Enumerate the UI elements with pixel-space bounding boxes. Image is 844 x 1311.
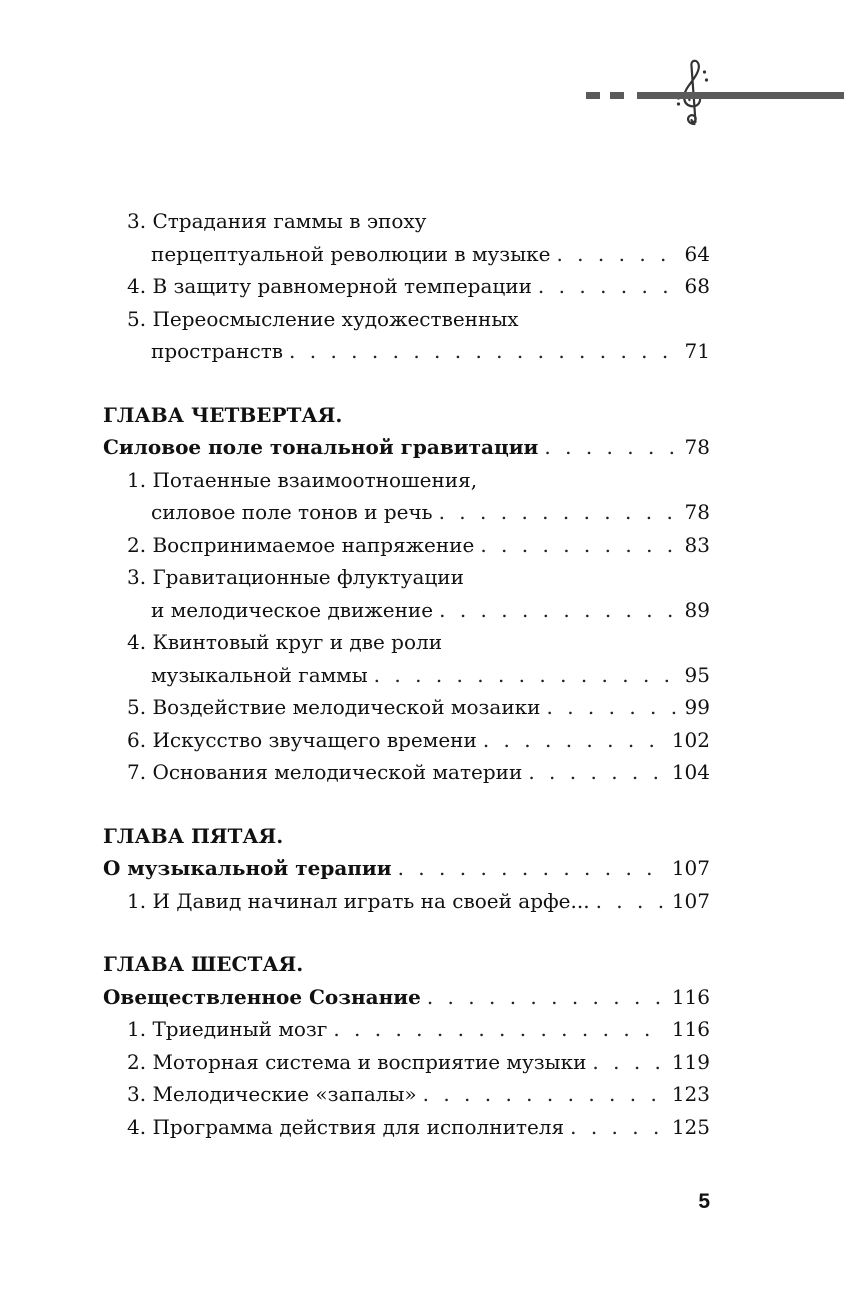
toc-entry-title: 5. Переосмысление художественных <box>127 306 519 331</box>
toc-entry-line <box>103 205 710 238</box>
chapter-title: Силовое поле тональной гравитации <box>103 435 539 459</box>
dot-leader <box>477 724 666 757</box>
toc-entry-line <box>103 561 710 594</box>
toc-page-number: 104 <box>671 760 710 784</box>
toc-entry-line <box>103 626 710 659</box>
toc-entry <box>103 1013 710 1046</box>
dot-leader <box>540 691 678 724</box>
toc-entry <box>103 659 710 692</box>
dot-leader <box>392 852 666 885</box>
toc-entry-title: 3. Мелодические «запалы» <box>127 1082 417 1106</box>
toc-entry-title: и мелодическое движение <box>151 597 434 622</box>
toc-page-number: 89 <box>684 597 710 622</box>
chapter-title-entry <box>103 981 710 1014</box>
toc-entry-title: 7. Основания мелодической материи <box>127 760 523 784</box>
chapter-label <box>103 948 710 981</box>
toc-entry <box>103 238 710 271</box>
chapter-label-text: ГЛАВА ПЯТАЯ. <box>103 823 284 848</box>
dot-leader <box>368 659 679 692</box>
dot-leader <box>590 885 666 918</box>
chapter-title: О музыкальной терапии <box>103 856 392 880</box>
toc-page-number: 83 <box>684 532 710 557</box>
toc-page-number: 102 <box>671 727 710 752</box>
toc-page-number: 116 <box>671 1017 710 1041</box>
dot-leader <box>550 238 678 271</box>
toc-entry-title: 2. Воспринимаемое напряжение <box>127 532 475 557</box>
toc-page-number: 78 <box>684 435 710 459</box>
toc-page-number: 99 <box>684 695 710 719</box>
toc-page-number: 119 <box>671 1049 710 1074</box>
dot-leader <box>586 1046 665 1079</box>
toc-page-number: 107 <box>671 888 710 913</box>
toc-entry <box>103 885 710 918</box>
toc-entry-title: 1. И Давид начинал играть на своей арфе... <box>127 888 590 913</box>
dot-leader <box>532 270 679 303</box>
header-dash <box>610 92 624 99</box>
toc-entry-title: 4. Программа действия для исполнителя <box>127 1114 565 1139</box>
toc-entry-title: 3. Гравитационные флуктуации <box>127 565 464 589</box>
toc-page-number: 116 <box>671 984 710 1009</box>
toc-entry <box>103 691 710 724</box>
toc-entry <box>103 335 710 368</box>
toc-page-number: 123 <box>671 1082 710 1106</box>
chapter-title-entry <box>103 431 710 464</box>
dot-leader <box>283 335 679 368</box>
toc-entry-title: музыкальной гаммы <box>151 662 368 687</box>
dot-leader <box>538 431 678 464</box>
toc-entry <box>103 724 710 757</box>
toc-entry-title: 4. В защиту равномерной темперации <box>127 274 532 298</box>
chapter-title: Овеществленное Сознание <box>103 984 421 1009</box>
toc-page-number: 125 <box>671 1114 710 1139</box>
page-number: 5 <box>698 1190 710 1213</box>
chapter-label-text: ГЛАВА ЧЕТВЕРТАЯ. <box>103 402 343 427</box>
toc-entry-title: 4. Квинтовый круг и две роли <box>127 630 443 654</box>
table-of-contents <box>103 205 710 1143</box>
toc-entry-title: 2. Моторная система и восприятие музыки <box>127 1049 587 1074</box>
toc-entry <box>103 270 710 303</box>
header-rule <box>637 92 844 99</box>
chapter-label <box>103 399 710 432</box>
toc-page-number: 68 <box>684 274 710 298</box>
toc-entry <box>103 529 710 562</box>
chapter-title-entry <box>103 852 710 885</box>
dot-leader <box>564 1111 666 1144</box>
toc-entry-title: силовое поле тонов и речь <box>151 500 433 524</box>
toc-entry-title: 1. Потаенные взаимоотношения, <box>127 467 478 492</box>
dot-leader <box>421 981 666 1014</box>
toc-entry <box>103 1111 710 1144</box>
toc-entry-line <box>103 464 710 497</box>
toc-entry-title: 3. Страдания гаммы в эпоху <box>127 209 427 233</box>
toc-page-number: 71 <box>684 339 710 363</box>
dot-leader <box>417 1078 666 1111</box>
dot-leader <box>327 1013 666 1046</box>
header-dash <box>586 92 600 99</box>
toc-page-number: 78 <box>684 500 710 524</box>
toc-page-number: 64 <box>684 241 710 266</box>
toc-entry-title: 1. Триединый мозг <box>127 1017 328 1041</box>
chapter-label <box>103 820 710 853</box>
dot-leader <box>474 529 678 562</box>
toc-page-number: 107 <box>671 856 710 880</box>
toc-entry-title: перцептуальной революции в музыке <box>151 241 551 266</box>
toc-entry <box>103 756 710 789</box>
toc-entry <box>103 594 710 627</box>
dot-leader <box>433 496 679 529</box>
toc-entry-title: 6. Искусство звучащего времени <box>127 727 477 752</box>
toc-entry-title: 5. Воздействие мелодической мозаики <box>127 695 541 719</box>
dot-leader <box>522 756 665 789</box>
toc-page-number: 95 <box>684 662 710 687</box>
toc-entry <box>103 1046 710 1079</box>
toc-entry <box>103 1078 710 1111</box>
dot-leader <box>433 594 678 627</box>
chapter-label-text: ГЛАВА ШЕСТАЯ. <box>103 952 304 976</box>
toc-entry-line <box>103 303 710 336</box>
toc-entry <box>103 496 710 529</box>
toc-entry-title: пространств <box>151 339 284 363</box>
